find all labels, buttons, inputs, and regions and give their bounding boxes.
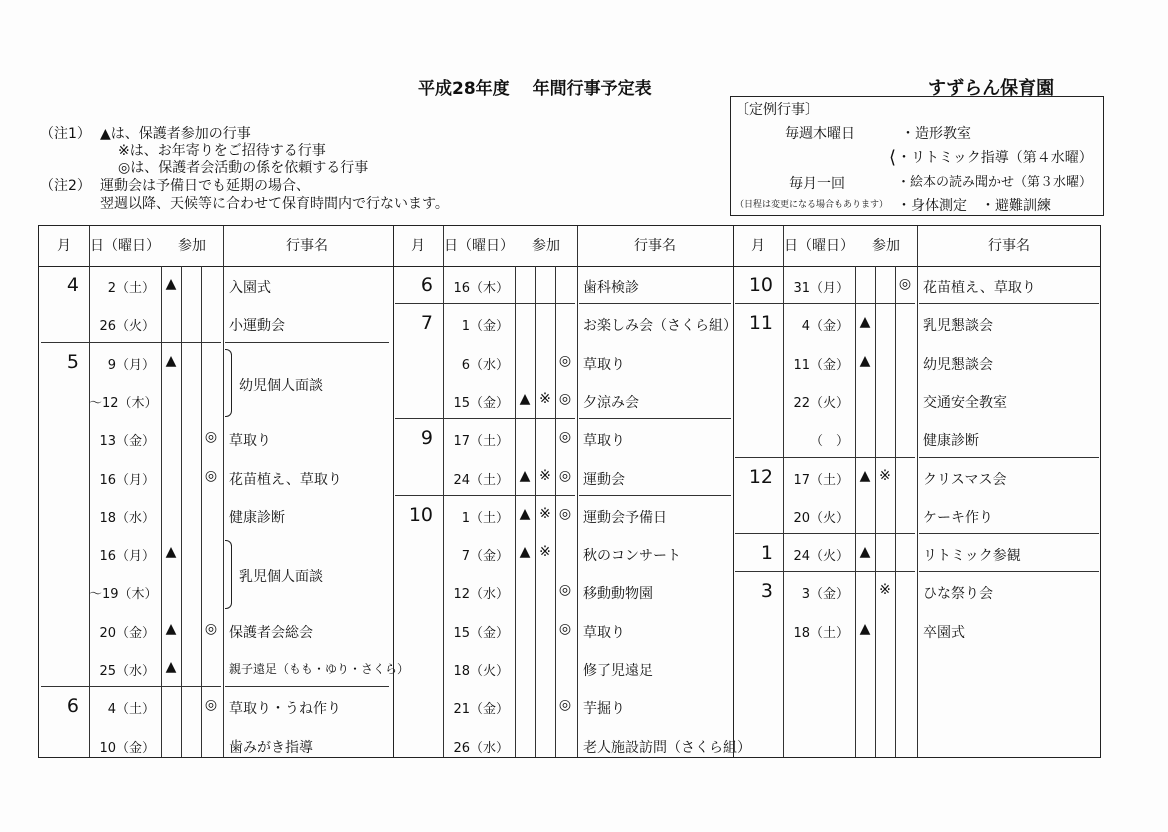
- date-cell: 31（月）: [793, 281, 849, 296]
- column-line: [555, 226, 556, 757]
- committee-mark: ◎: [558, 505, 572, 522]
- header-event: 行事名: [634, 238, 676, 254]
- note-line: ※は、お年寄りをご招待する行事: [118, 143, 326, 159]
- month-separator: [579, 418, 731, 419]
- elder-mark: ※: [539, 544, 551, 561]
- event-name: 親子遠足（もも・ゆり・さくら）: [229, 662, 410, 676]
- month-separator: [41, 342, 221, 343]
- date-cell: 3（金）: [801, 587, 849, 603]
- event-name: 乳児個人面談: [239, 569, 323, 586]
- month-number: 7: [420, 312, 433, 335]
- event-name: 芋掘り: [583, 701, 625, 718]
- parent-mark: ▲: [519, 544, 531, 561]
- date-cell: 7（金）: [461, 549, 509, 565]
- date-cell: 18（水）: [99, 510, 155, 526]
- parent-mark: ▲: [165, 544, 177, 561]
- committee-mark: ◎: [558, 390, 572, 407]
- month-number: 1: [760, 542, 773, 565]
- parent-mark: ▲: [165, 276, 177, 292]
- note-label: （注1）: [40, 126, 91, 142]
- committee-mark: ◎: [204, 467, 218, 484]
- event-name: 移動動物園: [583, 586, 653, 603]
- date-cell: 20（火）: [793, 510, 849, 526]
- month-separator: [395, 495, 575, 496]
- month-separator: [919, 303, 1099, 304]
- event-name: 乳児懇談会: [923, 318, 993, 335]
- weekly-event: ・造形教室: [901, 126, 971, 142]
- date-cell: 16（月）: [99, 472, 155, 488]
- event-name: 老人施設訪問（さくら組）: [583, 739, 751, 756]
- elder-mark: ※: [879, 467, 891, 484]
- date-cell: ～12（木）: [89, 395, 158, 411]
- month-separator: [395, 303, 575, 304]
- month-number: 5: [66, 350, 79, 373]
- monthly-event: ・リトミック指導（第４水曜）: [897, 150, 1093, 166]
- schedule-table: [38, 225, 1101, 758]
- committee-mark: ◎: [558, 582, 572, 599]
- month-separator: [735, 571, 915, 572]
- header-month: 月: [411, 238, 425, 254]
- month-separator: [579, 303, 731, 304]
- event-name: 幼児個人面談: [239, 377, 323, 394]
- header-join: 参加: [855, 226, 917, 266]
- event-name: お楽しみ会（さくら組）: [583, 318, 737, 335]
- date-cell: 6（水）: [461, 357, 509, 373]
- column-line: [535, 226, 536, 757]
- event-name: 草取り・うね作り: [229, 701, 341, 718]
- committee-mark: ◎: [558, 467, 572, 484]
- parent-mark: ▲: [165, 620, 177, 637]
- committee-mark: ◎: [558, 352, 572, 369]
- parent-mark: ▲: [859, 620, 871, 637]
- event-name: 草取り: [583, 356, 625, 373]
- committee-mark: ◎: [204, 697, 218, 714]
- committee-mark: ◎: [558, 620, 572, 637]
- note-line: ◎は、保護者会活動の係を依頼する行事: [118, 160, 369, 176]
- elder-mark: ※: [539, 467, 551, 484]
- month-separator: [735, 457, 915, 458]
- column-line: [181, 226, 182, 757]
- month-number: 10: [748, 274, 773, 296]
- event-name: 小運動会: [229, 318, 285, 335]
- elder-mark: ※: [879, 582, 891, 599]
- header-join: 参加: [515, 226, 577, 266]
- note-line: 翌週以降、天候等に合わせて保育時間内で行ないます。: [100, 196, 449, 212]
- parent-mark: ▲: [859, 467, 871, 484]
- regular-events-box: [730, 96, 1104, 216]
- column-line: [875, 226, 876, 757]
- date-cell: 24（火）: [793, 549, 849, 565]
- month-number: 4: [66, 274, 79, 296]
- event-name: 運動会予備日: [583, 509, 667, 526]
- regular-events-title: 〔定例行事〕: [735, 102, 819, 118]
- date-cell: 26（火）: [99, 319, 155, 335]
- date-cell: 21（金）: [453, 702, 509, 718]
- monthly-event: ・身体測定 ・避難訓練: [897, 198, 1051, 214]
- event-name: 卒園式: [923, 624, 965, 641]
- header-date: 日（曜日）: [444, 238, 514, 254]
- header-date: 日（曜日）: [784, 238, 854, 254]
- note-line: ▲は、保護者参加の行事: [100, 126, 251, 142]
- date-cell: 12（水）: [453, 587, 509, 603]
- brace-icon: [225, 540, 232, 609]
- event-name: 歯みがき指導: [229, 739, 313, 756]
- month-separator: [579, 495, 731, 496]
- parent-mark: ▲: [165, 352, 177, 369]
- column-line: [577, 226, 578, 757]
- header-month: 月: [751, 238, 765, 254]
- date-cell: 17（土）: [453, 434, 509, 450]
- column-line: [223, 226, 224, 757]
- event-name: ひな祭り会: [923, 586, 993, 603]
- date-cell: 18（火）: [453, 664, 509, 679]
- date-cell: 15（金）: [453, 395, 509, 411]
- date-cell: 9（月）: [107, 357, 155, 373]
- event-name: 歯科検診: [583, 280, 639, 296]
- date-cell: 13（金）: [99, 434, 155, 450]
- header-month: 月: [57, 238, 71, 254]
- event-name: 入園式: [229, 280, 271, 296]
- date-cell: 16（木）: [453, 281, 509, 296]
- parent-mark: ▲: [519, 390, 531, 407]
- month-number: 9: [420, 427, 433, 450]
- month-number: 12: [748, 465, 773, 488]
- header-join: 参加: [161, 226, 223, 266]
- event-name: ケーキ作り: [923, 509, 993, 526]
- month-separator: [395, 418, 575, 419]
- committee-mark: ◎: [204, 429, 218, 446]
- month-number: 6: [420, 274, 433, 296]
- committee-mark: ◎: [898, 276, 912, 292]
- monthly-event: ・絵本の読み聞かせ（第３水曜）: [897, 175, 1093, 190]
- event-name: 草取り: [583, 433, 625, 450]
- event-name: 花苗植え、草取り: [229, 471, 342, 488]
- month-separator: [919, 571, 1099, 572]
- event-name: 草取り: [229, 433, 271, 450]
- event-name: クリスマス会: [923, 471, 1007, 488]
- column-line: [515, 226, 516, 757]
- parent-mark: ▲: [519, 505, 531, 522]
- monthly-note: （日程は変更になる場合もあります）: [735, 200, 889, 210]
- parent-mark: ▲: [859, 544, 871, 561]
- date-cell: 1（土）: [461, 510, 509, 526]
- month-number: 11: [748, 312, 773, 335]
- month-separator: [225, 686, 389, 687]
- column-line: [783, 226, 784, 757]
- note-line: 運動会は予備日でも延期の場合、: [100, 178, 310, 194]
- brace-icon: ⟨: [889, 147, 897, 168]
- date-cell: 22（火）: [793, 395, 849, 411]
- event-name: 修了児遠足: [583, 663, 653, 679]
- date-cell: 4（金）: [801, 319, 849, 335]
- elder-mark: ※: [539, 505, 551, 522]
- header-date: 日（曜日）: [90, 238, 160, 254]
- date-cell: 10（金）: [99, 740, 155, 756]
- date-cell: 18（土）: [793, 625, 849, 641]
- monthly-label: 毎月一回: [789, 176, 845, 192]
- date-cell: 2（土）: [107, 281, 155, 296]
- event-name: 運動会: [583, 471, 625, 488]
- parent-mark: ▲: [859, 314, 871, 331]
- month-separator: [41, 686, 221, 687]
- date-cell: 17（土）: [793, 472, 849, 488]
- month-separator: [735, 303, 915, 304]
- date-cell: 4（土）: [107, 702, 155, 718]
- date-cell: 24（土）: [453, 472, 509, 488]
- date-cell: 26（水）: [453, 740, 509, 756]
- event-name: 草取り: [583, 624, 625, 641]
- date-cell: （ ）: [809, 434, 849, 450]
- event-name: リトミック参観: [923, 548, 1021, 565]
- parent-mark: ▲: [519, 467, 531, 484]
- column-line: [161, 226, 162, 757]
- event-name: 健康診断: [923, 433, 979, 450]
- event-name: 健康診断: [229, 509, 285, 526]
- event-name: 交通安全教室: [923, 394, 1007, 411]
- parent-mark: ▲: [859, 352, 871, 369]
- event-name: 夕涼み会: [583, 394, 639, 411]
- month-number: 6: [66, 695, 79, 718]
- month-separator: [919, 533, 1099, 534]
- date-cell: 11（金）: [793, 357, 849, 373]
- column-line: [895, 226, 896, 757]
- column-line: [855, 226, 856, 757]
- date-cell: 16（月）: [99, 549, 155, 565]
- event-name: 秋のコンサート: [583, 548, 681, 565]
- date-cell: 1（金）: [461, 319, 509, 335]
- date-cell: 25（水）: [99, 664, 155, 679]
- date-cell: 15（金）: [453, 625, 509, 641]
- column-divider: [393, 226, 394, 757]
- column-line: [201, 226, 202, 757]
- note-label: （注2）: [40, 178, 91, 194]
- elder-mark: ※: [539, 390, 551, 407]
- date-cell: ～19（木）: [89, 587, 158, 603]
- month-separator: [735, 533, 915, 534]
- committee-mark: ◎: [558, 429, 572, 446]
- date-cell: 20（金）: [99, 625, 155, 641]
- month-number: 3: [760, 580, 773, 603]
- header-event: 行事名: [286, 238, 328, 254]
- header-event: 行事名: [988, 238, 1030, 254]
- parent-mark: ▲: [165, 659, 177, 675]
- column-divider: [733, 226, 734, 757]
- month-separator: [919, 457, 1099, 458]
- event-name: 花苗植え、草取り: [923, 280, 1036, 296]
- event-name: 幼児懇談会: [923, 356, 993, 373]
- page-title: 平成28年度 年間行事予定表: [418, 79, 652, 99]
- month-number: 10: [408, 503, 433, 526]
- month-separator: [225, 342, 389, 343]
- brace-icon: [225, 349, 232, 418]
- weekly-label: 毎週木曜日: [785, 126, 855, 142]
- committee-mark: ◎: [204, 620, 218, 637]
- committee-mark: ◎: [558, 697, 572, 714]
- event-name: 保護者会総会: [229, 624, 313, 641]
- column-line: [917, 226, 918, 757]
- organization-name: すずらん保育園: [928, 78, 1055, 99]
